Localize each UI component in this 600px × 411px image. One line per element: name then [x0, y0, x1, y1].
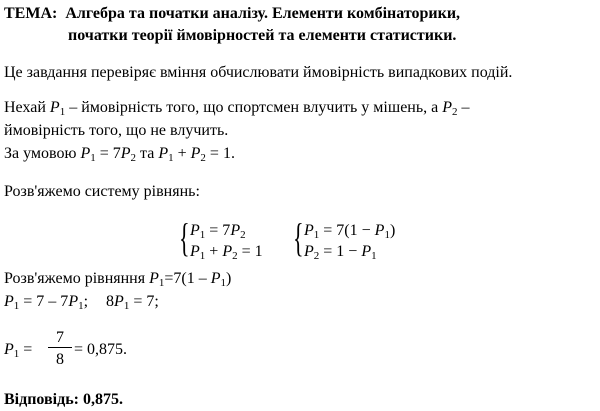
topic-line1: Алгебра та початки аналізу. Елементи комбінаторики,: [65, 5, 461, 22]
result-lhs: $P_1$ =: [4, 341, 33, 360]
left-system-brace: {: [179, 215, 190, 260]
p2-symbol: P: [442, 99, 453, 116]
topic-line2: початки теорії ймовірностей та елементи статистики.: [68, 27, 457, 44]
fraction-denominator: 8: [56, 351, 64, 368]
topic-heading: [4, 4, 460, 23]
fraction-numerator: 7: [56, 329, 64, 346]
intro-text: Це завдання перевіряє вміння обчислювати ймовірність випадкових подій.: [4, 64, 513, 81]
p1-symbol: P: [49, 99, 60, 116]
system-title: Розв'яжемо систему рівнянь:: [4, 183, 200, 200]
solve-title: Розв'яжемо рівняння $P_1=7(1 - P_1)$: [4, 270, 232, 289]
condition-line: За умовою $P_1 = 7P_2$ та $P_1 + P_2 = 1$.: [4, 145, 235, 164]
let-definition-line2: ймовірність того, що не влучить.: [4, 122, 229, 139]
fraction-bar: [48, 347, 72, 348]
let-definition: Нехай $P_1$ – ймовірність того, що спортсмен влучить у мішень, а $P_2$ –: [4, 99, 470, 118]
answer-line: Відповідь: 0,875.: [4, 391, 123, 408]
result-value: = 0,875.: [74, 341, 128, 358]
right-system-brace: {: [293, 215, 304, 260]
right-system-row1: $P_1 = 7(1 - P_1)$: [304, 222, 396, 241]
right-system-row2: $P_2 = 1 - P_1$: [304, 243, 377, 262]
topic-label: ТЕМА:: [4, 5, 58, 22]
left-system-row2: $P_1 + P_2 = 1$: [190, 243, 263, 262]
left-system-row1: $P_1 = 7P_2$: [190, 222, 246, 241]
solution-steps: $P_1 = 7 - 7P_1$; $8P_1 = 7$;: [4, 293, 159, 312]
